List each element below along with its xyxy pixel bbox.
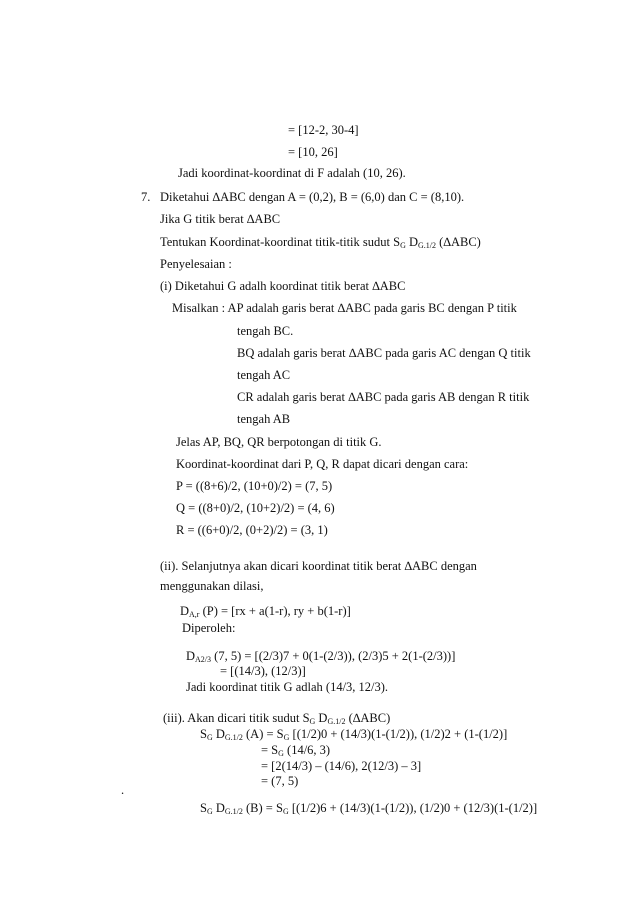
body-text: Jelas AP, BQ, QR berpotongan di titik G. [176, 435, 382, 449]
section-heading: Penyelesaian : [160, 257, 232, 271]
body-text: Koordinat-koordinat dari P, Q, R dapat dicari dengan cara: [176, 457, 469, 471]
equation-line: P = ((8+6)/2, (10+0)/2) = (7, 5) [176, 479, 333, 493]
equation-line: = $S_G$ (14/6, 3) [261, 743, 331, 758]
body-text: tengah BC. [237, 324, 294, 338]
equation-line: Q = ((8+0)/2, (10+2)/2) = (4, 6) [176, 501, 335, 515]
equation-line: = [12-2, 30-4] [288, 123, 359, 137]
step-heading: (iii). Akan dicari titik sudut $S_G$ $D_{G.1/2}$ (∆ABC) [163, 711, 391, 726]
body-text: tengah AC [237, 368, 291, 382]
body-text: CR adalah garis berat ∆ABC pada garis AB dengan R titik [237, 390, 530, 404]
equation-line: R = ((6+0)/2, (0+2)/2) = (3, 1) [176, 523, 328, 537]
equation-line: $S_G$ $D_{G.1/2}$ $(B) = S_G$ [(1/2)6 + (14/3)(1-(1/2)), (1/2)0 + (12/3)(1-(1/2)] [200, 801, 538, 816]
equation-line: = [(14/3), (12/3)] [220, 664, 306, 678]
problem-statement: Jika G titik berat ∆ABC [160, 212, 281, 226]
body-text: BQ adalah garis berat ∆ABC pada garis AC dengan Q titik [237, 346, 531, 360]
equation-line: = [10, 26] [288, 145, 338, 159]
conclusion-text: Jadi koordinat titik G adlah (14/3, 12/3). [186, 680, 389, 694]
equation-line: = [2(14/3) – (14/6), 2(12/3) – 3] [261, 759, 422, 773]
equation-line: $S_G$ $D_{G.1/2}$ $(A) = S_G$ [(1/2)0 + (14/3)(1-(1/2)), (1/2)2 + (1-(1/2)] [200, 727, 508, 742]
body-text: Misalkan : AP adalah garis berat ∆ABC pada garis BC dengan P titik [172, 301, 517, 315]
body-text: Diperoleh: [182, 621, 236, 635]
equation-line: $D_{A2/3}$ (7, 5) = [(2/3)7 + 0(1-(2/3)), (2/3)5 + 2(1-(2/3))] [186, 649, 456, 664]
equation-line: = (7, 5) [261, 774, 299, 788]
body-text: tengah AB [237, 412, 291, 426]
step-heading: (ii). Selanjutnya akan dicari koordinat titik berat ∆ABC dengan [160, 559, 477, 573]
equation-line: $D_{A,r}$ (P) = [rx + a(1-r), ry + b(1-r)] [180, 604, 351, 619]
step-heading: (i) Diketahui G adalh koordinat titik berat ∆ABC [160, 279, 406, 293]
problem-question: Tentukan Koordinat-koordinat titik-titik sudut $S_G$ $D_{G.1/2}$ (∆ABC) [160, 235, 481, 250]
list-number: 7. [141, 190, 151, 204]
stray-dot: . [121, 783, 125, 797]
problem-statement: Diketahui ∆ABC dengan A = (0,2), B = (6,0) dan C = (8,10). [160, 190, 465, 204]
conclusion-text: Jadi koordinat-koordinat di F adalah (10, 26). [178, 166, 406, 180]
step-heading: menggunakan dilasi, [160, 579, 264, 593]
